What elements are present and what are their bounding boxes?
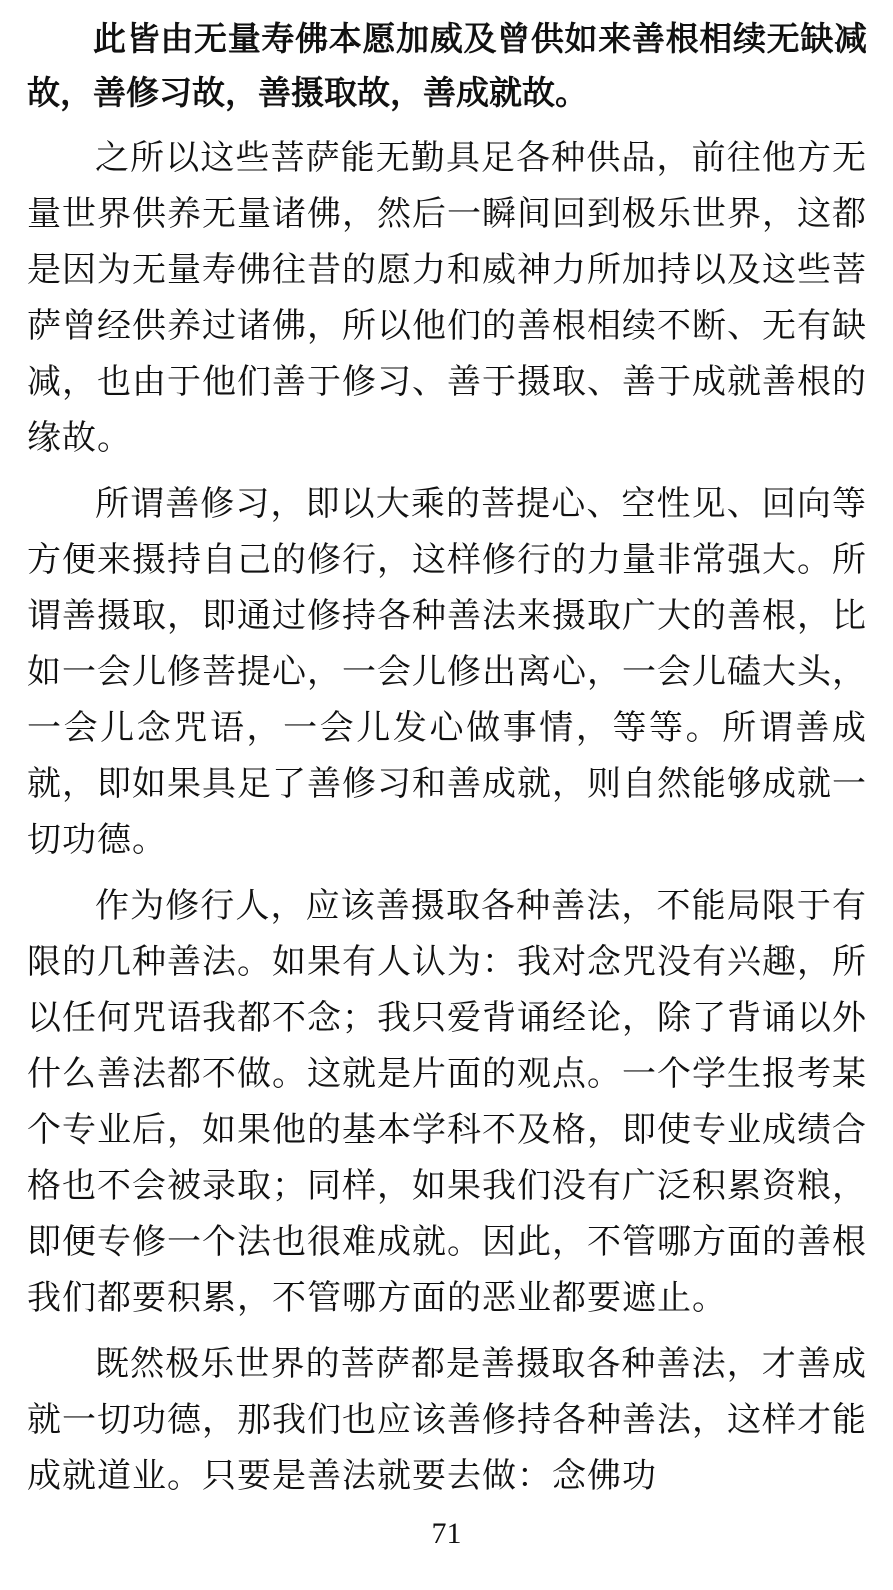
page-body	[27, 12, 867, 1504]
commentary-paragraph-3: 作为修行人，应该善摄取各种善法，不能局限于有限的几种善法。如果有人认为：我对念咒没有兴趣，所以任何咒语我都不念；我只爱背诵经论，除了背诵以外什么善法都不做。这就是片面的观点。一个学生报考某个专业后，如果他的基本学科不及格，即使专业成绩合格也不会被录取；同样，如果我们没有广泛积累资粮，即便专修一个法也很难成就。因此，不管哪方面的善根我们都要积累，不管哪方面的恶业都要遮止。	[27, 886, 867, 1318]
commentary-paragraph-1: 之所以这些菩萨能无勤具足各种供品，前往他方无量世界供养无量诸佛，然后一瞬间回到极乐世界，这都是因为无量寿佛往昔的愿力和威神力所加持以及这些菩萨曾经供养过诸佛，所以他们的善根相续不断、无有缺减，也由于他们善于修习、善于摄取、善于成就善根的缘故。	[27, 138, 867, 458]
commentary-paragraph-4: 既然极乐世界的菩萨都是善摄取各种善法，才善成就一切功德，那我们也应该善修持各种善法，这样才能成就道业。只要是善法就要去做：念佛功	[27, 1344, 867, 1496]
root-text-paragraph: 此皆由无量寿佛本愿加威及曾供如来善根相续无缺减故，善修习故，善摄取故，善成就故。	[27, 19, 867, 112]
commentary-paragraph-2: 所谓善修习，即以大乘的菩提心、空性见、回向等方便来摄持自己的修行，这样修行的力量非常强大。所谓善摄取，即通过修持各种善法来摄取广大的善根，比如一会儿修菩提心，一会儿修出离心，一会儿磕大头，一会儿念咒语，一会儿发心做事情，等等。所谓善成就，即如果具足了善修习和善成就，则自然能够成就一切功德。	[27, 484, 867, 860]
page-number: 71	[431, 1517, 462, 1550]
